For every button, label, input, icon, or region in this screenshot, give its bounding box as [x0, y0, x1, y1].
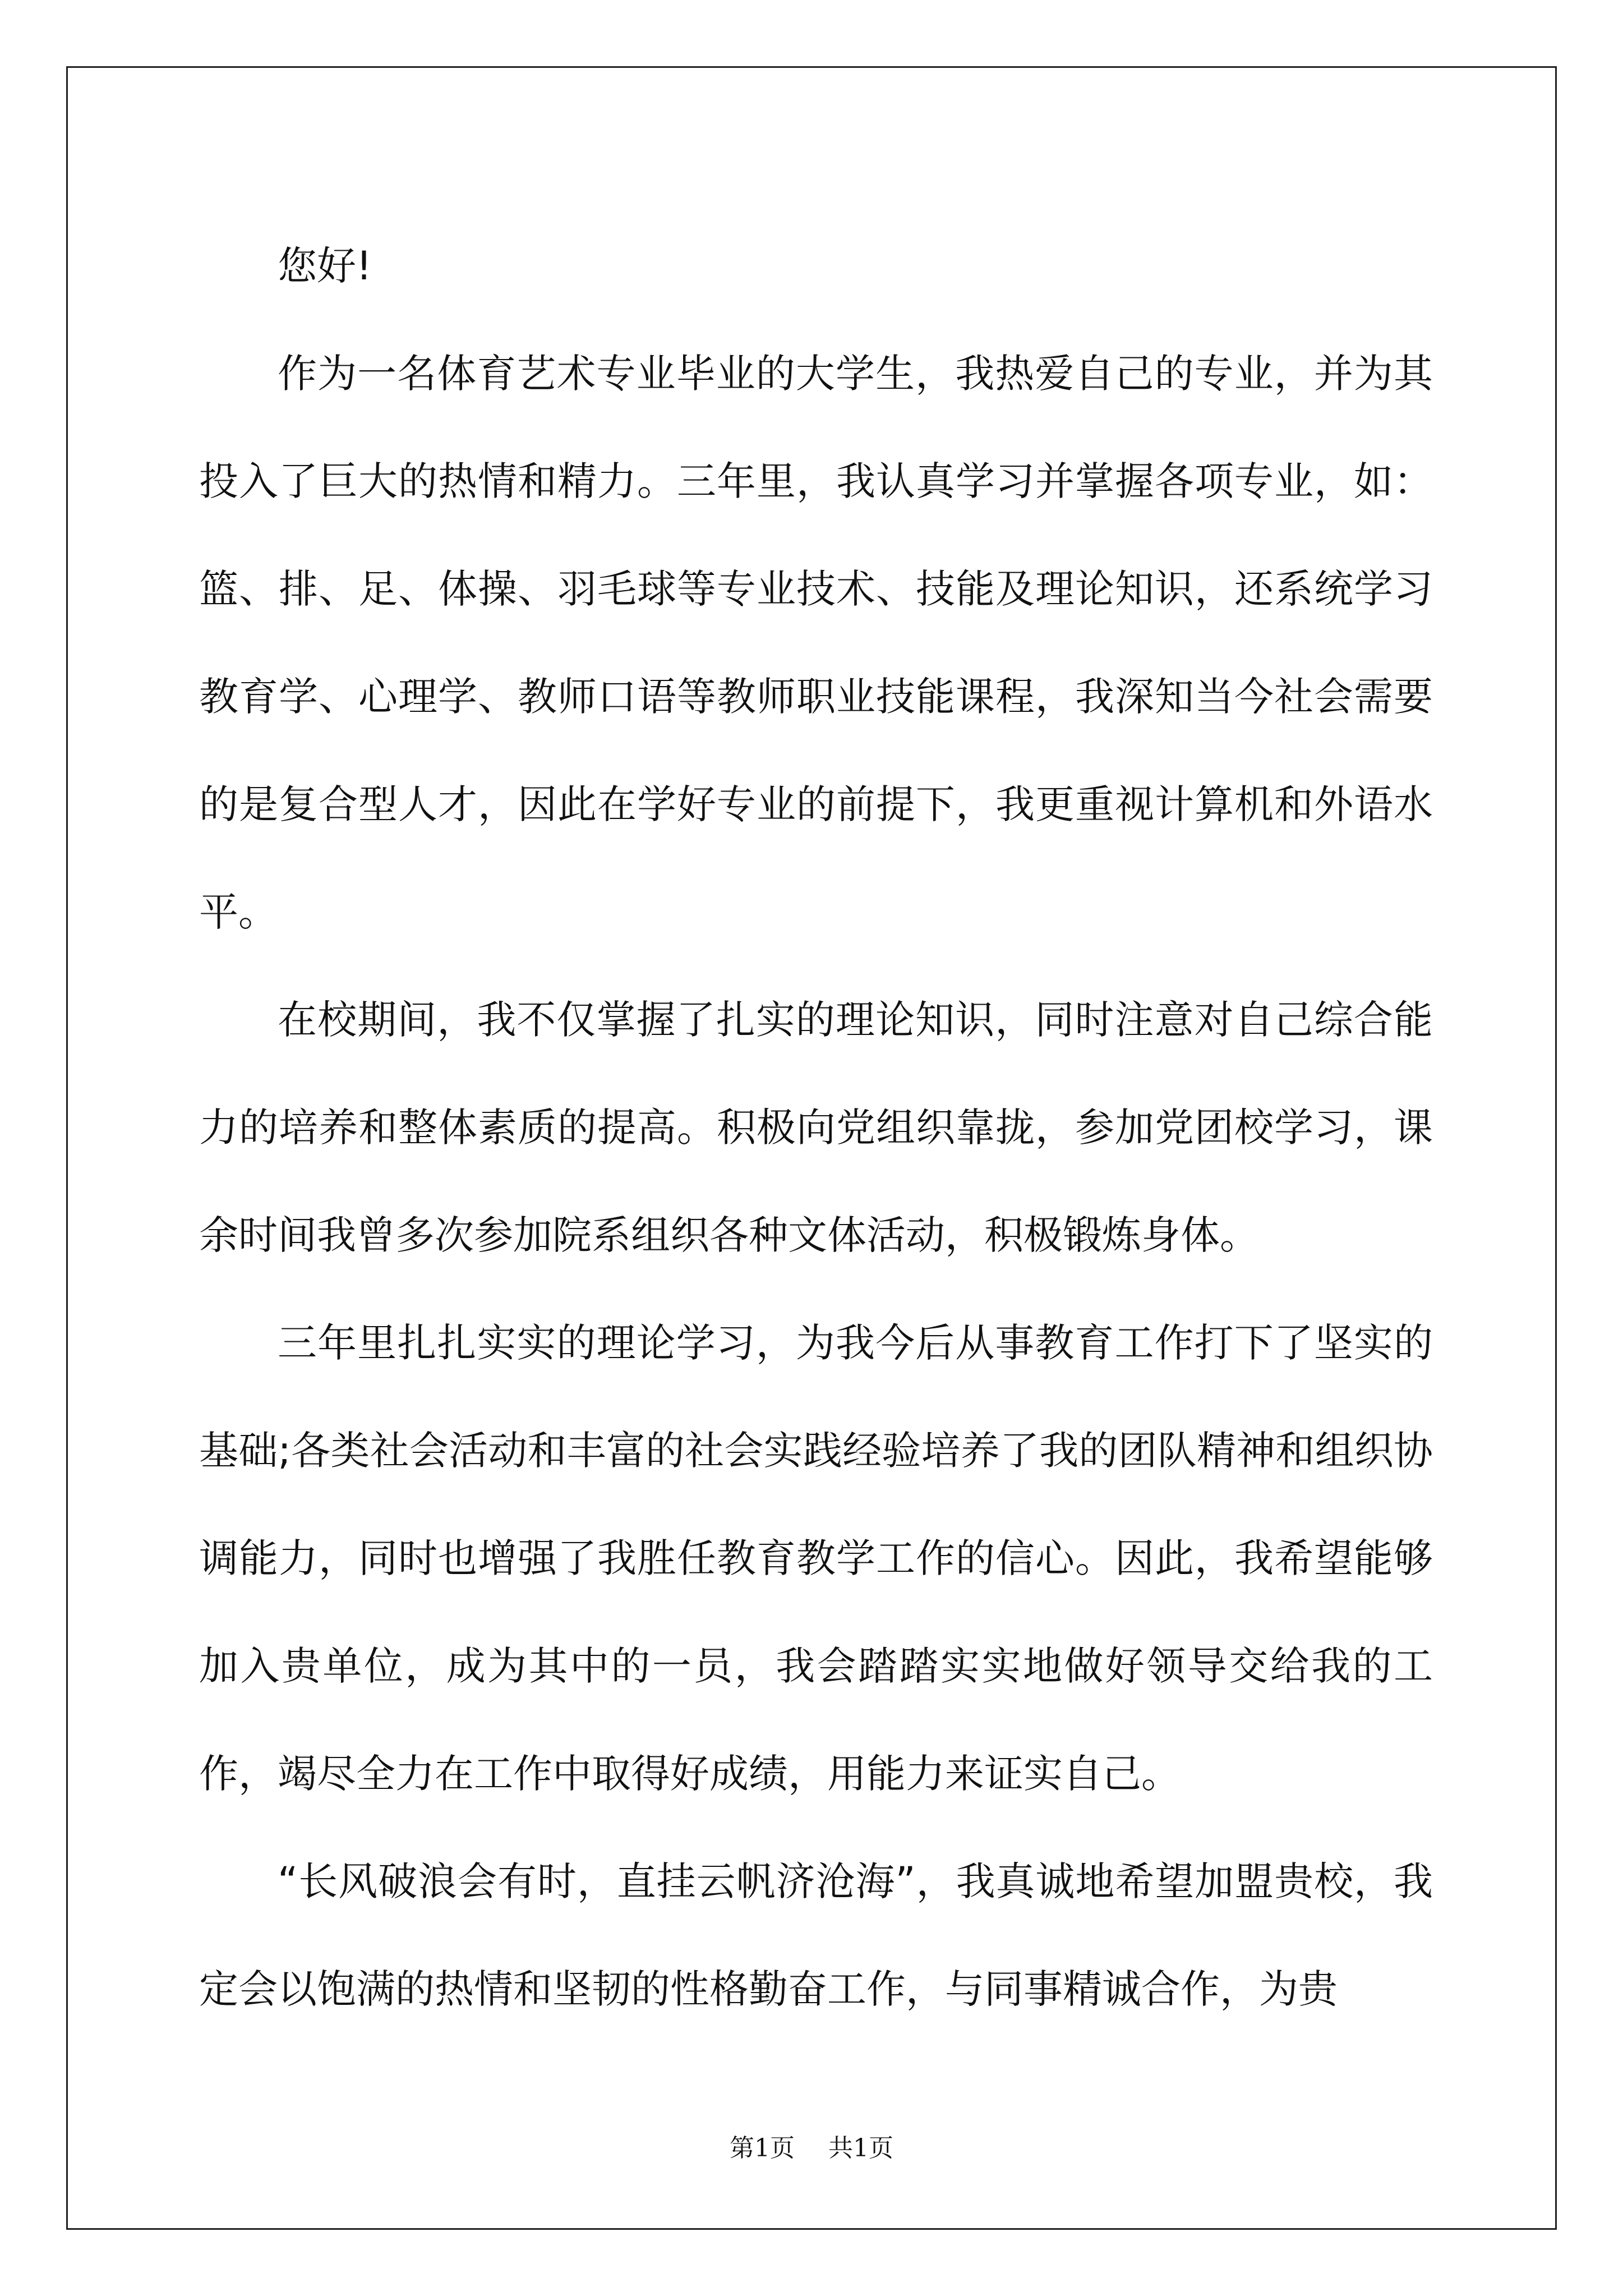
page-number: 第1页: [730, 2134, 795, 2162]
paragraph-4: “长风破浪会有时，直挂云帆济沧海”，我真诚地希望加盟贵校，我定会以饱满的热情和坚韧的性格勤奋工作，与同事精诚合作，为贵: [199, 1858, 1433, 2012]
page-footer: [0, 2132, 1623, 2165]
paragraph-3: 三年里扎扎实实的理论学习，为我今后从事教育工作打下了坚实的基础;各类社会活动和丰富的社会实践经验培养了我的团队精神和组织协调能力，同时也增强了我胜任教育教学工作的信心。因此，我希望能够加入贵单位，成为其中的一员，我会踏踏实实地做好领导交给我的工作，竭尽全力在工作中取得好成绩，用能力来证实自己。: [199, 1320, 1433, 1797]
letter-body: [199, 212, 1433, 2043]
greeting: 您好!: [278, 243, 372, 289]
paragraph-2: 在校期间，我不仅掌握了扎实的理论知识，同时注意对自己综合能力的培养和整体素质的提高。积极向党组织靠拢，参加党团校学习，课余时间我曾多次参加院系组织各种文体活动，积极锻炼身体。: [199, 997, 1433, 1258]
page-count: 共1页: [828, 2134, 893, 2162]
paragraph-1: 作为一名体育艺术专业毕业的大学生，我热爱自己的专业，并为其投入了巨大的热情和精力。三年里，我认真学习并掌握各项专业，如：篮、排、足、体操、羽毛球等专业技术、技能及理论知识，还系统学习教育学、心理学、教师口语等教师职业技能课程，我深知当今社会需要的是复合型人才，因此在学好专业的前提下，我更重视计算机和外语水平。: [199, 351, 1433, 935]
